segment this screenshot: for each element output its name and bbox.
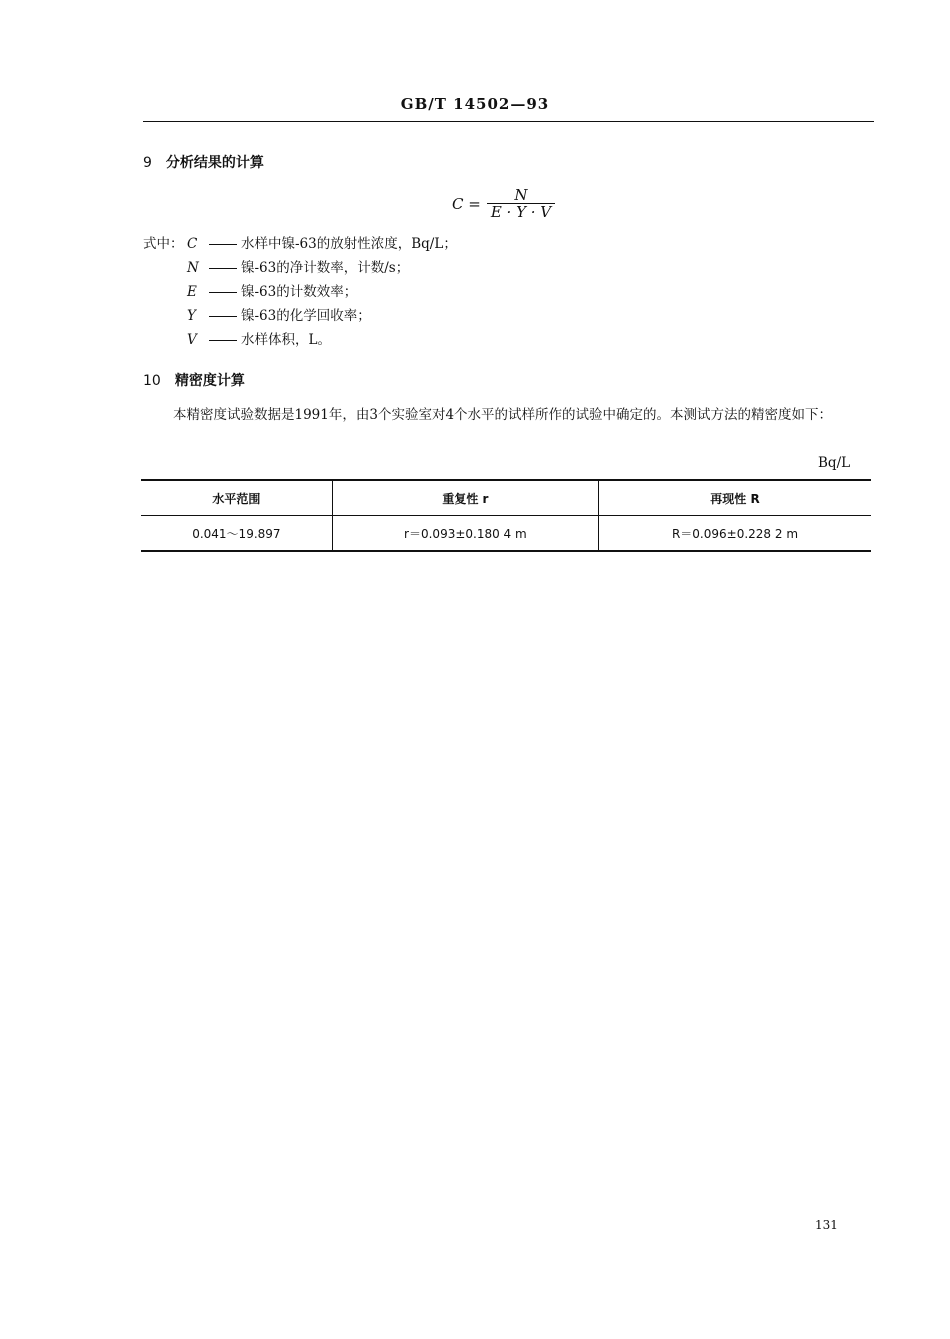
definition-symbol: N	[187, 260, 199, 276]
definition-text: 镍-63的化学回收率；	[241, 308, 371, 324]
column-header-level-range: 水平范围	[141, 480, 332, 516]
table-row	[141, 516, 871, 552]
definition-row	[143, 304, 457, 328]
definition-text: 水样体积，L。	[241, 332, 331, 348]
page-header: GB/T 14502—93	[400, 95, 550, 113]
definition-text: 水样中镍-63的放射性浓度，Bq/L；	[241, 236, 457, 252]
definition-row	[143, 232, 457, 256]
section-10-heading	[143, 370, 245, 390]
definition-symbol: Y	[187, 308, 196, 324]
section-9-heading	[143, 152, 264, 172]
cell-level-range: 0.041～19.897	[141, 516, 332, 552]
definition-symbol: E	[187, 284, 197, 300]
precision-paragraph: 本精密度试验数据是1991年，由3个实验室对4个水平的试样所作的试验中确定的。本测试方法的精密度如下：	[173, 407, 833, 423]
column-header-reproducibility: 再现性 R	[598, 480, 871, 516]
definition-symbol: C	[187, 236, 198, 252]
table-header-row	[141, 480, 871, 516]
definition-dash	[209, 268, 237, 269]
definition-symbol: V	[187, 332, 197, 348]
page-number: 131	[815, 1218, 838, 1232]
formula-numerator: N	[514, 186, 528, 204]
definition-row	[143, 256, 457, 280]
concentration-formula	[452, 187, 555, 220]
section-9-number: 9	[143, 155, 152, 171]
formula-denominator: E · Y · V	[487, 203, 555, 220]
definition-dash	[209, 244, 237, 245]
header-rule	[143, 121, 874, 122]
cell-reproducibility: R＝0.096±0.228 2 m	[598, 516, 871, 552]
definition-row	[143, 328, 457, 352]
definition-dash	[209, 292, 237, 293]
symbol-definitions	[143, 232, 457, 352]
section-10-title: 精密度计算	[174, 373, 245, 389]
section-9-title: 分析结果的计算	[165, 155, 264, 171]
definition-dash	[209, 316, 237, 317]
definition-text: 镍-63的计数效率；	[241, 284, 358, 300]
definition-row	[143, 280, 457, 304]
precision-table	[141, 479, 871, 552]
definition-dash	[209, 340, 237, 341]
definition-text: 镍-63的净计数率，计数/s；	[241, 260, 410, 276]
formula-lhs: C =	[452, 194, 481, 213]
section-10-number: 10	[143, 373, 161, 389]
cell-repeatability: r＝0.093±0.180 4 m	[332, 516, 598, 552]
table-unit: Bq/L	[818, 455, 851, 471]
formula-fraction	[487, 187, 555, 220]
definitions-lead: 式中：	[143, 236, 184, 252]
column-header-repeatability: 重复性 r	[332, 480, 598, 516]
